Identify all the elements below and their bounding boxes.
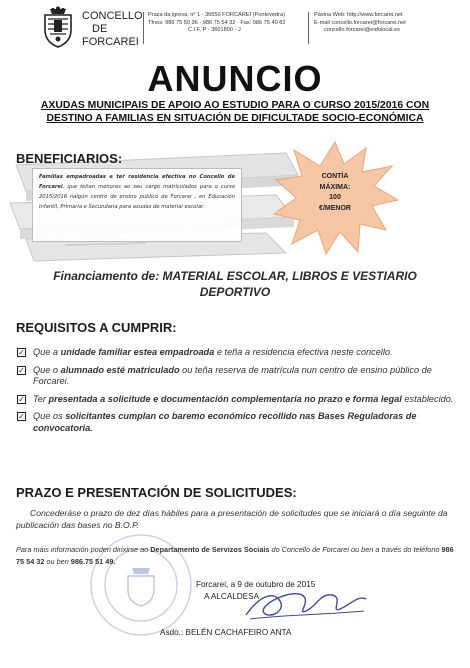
- req-text: Que os: [33, 411, 66, 421]
- page-title: ANUNCIO: [147, 58, 323, 99]
- beneficiarios-text: [32, 168, 242, 242]
- req-text: Que o: [33, 364, 61, 375]
- subtitle-line-1: AXUDAS MUNICIPAIS DE APOIO AO ESTUDIO PARA O CURSO 2015/2016 CON: [40, 100, 430, 111]
- handwritten-signature: [240, 585, 370, 625]
- place-date: Forcarei, a 9 de outubro de 2015: [196, 580, 316, 589]
- section-heading-beneficiarios: BENEFICIARIOS:: [16, 151, 123, 166]
- star-amount-text: [300, 172, 370, 214]
- list-item: [17, 394, 457, 406]
- req-text: ou teña reserva de matrícula nun centro de ensino público de Forcarei.: [33, 364, 432, 386]
- letterhead: [0, 0, 470, 52]
- email-line-2: concello.forcarei@eidolocal.es: [324, 27, 400, 33]
- req-text: Ter: [33, 393, 49, 404]
- prazo-text: Concederáse o prazo de dez días hábiles para a presentación de solicitudes que se iniciará o día seguinte da publicación das bases no B.O.P.: [16, 508, 448, 530]
- organization-name: [82, 10, 143, 49]
- info-text: do Concello de Forcarei ou ben a través do teléfono: [269, 545, 442, 554]
- section-heading-prazo: PRAZO E PRESENTACIÓN DE SOLICITUDES:: [16, 485, 297, 500]
- financiamento-line-1: Financiamento de: MATERIAL ESCOLAR, LIBROS E VESTIARIO: [53, 269, 417, 283]
- checkbox-checked-icon: ✓: [18, 394, 25, 404]
- info-department: Departamento de Servizos Sociais: [150, 545, 270, 554]
- req-text: Que a: [33, 347, 61, 357]
- star-line-4: €/MENOR: [319, 204, 351, 212]
- org-line-1: CONCELLO: [82, 10, 143, 22]
- info-phone-1: 986 75 54 32: [16, 545, 454, 566]
- list-item: [17, 411, 457, 434]
- section-heading-requisitos: REQUISITOS A CUMPRIR:: [16, 320, 177, 335]
- info-phone-2: 986.75 51 49.: [70, 556, 116, 566]
- coat-of-arms-icon: [42, 6, 74, 48]
- beneficiarios-bold: Familias empadroadas e ter residencia efectiva no Concello de Forcarei: [39, 174, 235, 190]
- phone-line: Tfnos: 986 75 50 36 · 986 75 54 32 · Fax: 986 75 40 82: [148, 19, 286, 26]
- contact-block: [314, 12, 444, 35]
- email-line: E-mail concello.forcarei@forcarei.net: [314, 19, 406, 26]
- checkbox-checked-icon: ✓: [18, 412, 25, 421]
- financiamento-text: [30, 268, 440, 300]
- subtitle-line-2: DESTINO A FAMILIAS EN SITUACIÓN DE DIFICULTADE SOCIO-ECONÓMICA: [46, 113, 424, 124]
- star-line-2: MÁXIMA:: [319, 183, 351, 191]
- financiamento-line-2: DEPORTIVO: [199, 285, 271, 299]
- star-line-1: CONTÍA: [321, 173, 349, 180]
- req-bold: alumnado esté matriculado: [60, 364, 180, 375]
- list-item: [17, 365, 457, 388]
- requirements-list: [17, 347, 457, 440]
- address-line: Praza da igrexa, nº 1 · 36550 FORCAREI (Pontevedra): [148, 12, 285, 18]
- star-line-3: 100: [329, 194, 341, 201]
- list-item: [17, 347, 457, 359]
- org-line-2: DE: [92, 23, 108, 35]
- divider: [308, 12, 309, 44]
- req-text: e teña a residencia efectiva neste concello.: [214, 347, 393, 357]
- checkbox-checked-icon: ✓: [18, 348, 25, 357]
- req-bold: presentada a solicitude e documentación complementaria no prazo e forma legal: [48, 393, 402, 404]
- subtitle: [14, 99, 456, 125]
- checkbox-checked-icon: ✓: [18, 365, 25, 375]
- signer-role: A ALCALDESA: [204, 592, 260, 601]
- signer-name: Asdo.: BELÉN CACHAFEIRO ANTA: [160, 628, 292, 637]
- req-text: establecido.: [401, 393, 454, 404]
- cif-line: C.I.F. P - 3601800 - J: [188, 27, 241, 33]
- address-block: [148, 12, 298, 35]
- req-bold: solicitantes cumplan co baremo económico recollido nas Bases Reguladoras de convocatoria.: [33, 411, 417, 433]
- beneficiarios-rest: , que teñan menores ao seu cargo matriculados para o curso 2015/2016 nalgún centro de ensino público de Forcarei , en Educación Infantil, Primaria e Secundaria para axudas de material escolar.: [39, 184, 235, 210]
- info-text: Para máis información poden dirixirse ao: [16, 545, 151, 554]
- info-text: ou ben: [44, 556, 71, 566]
- web-line: Páxina Web: http://www.forcarei.net: [314, 12, 403, 18]
- divider: [143, 12, 144, 44]
- req-bold: unidade familiar estea empadroada: [60, 347, 215, 357]
- contact-info-text: [16, 544, 456, 567]
- org-line-3: FORCAREI: [82, 36, 139, 48]
